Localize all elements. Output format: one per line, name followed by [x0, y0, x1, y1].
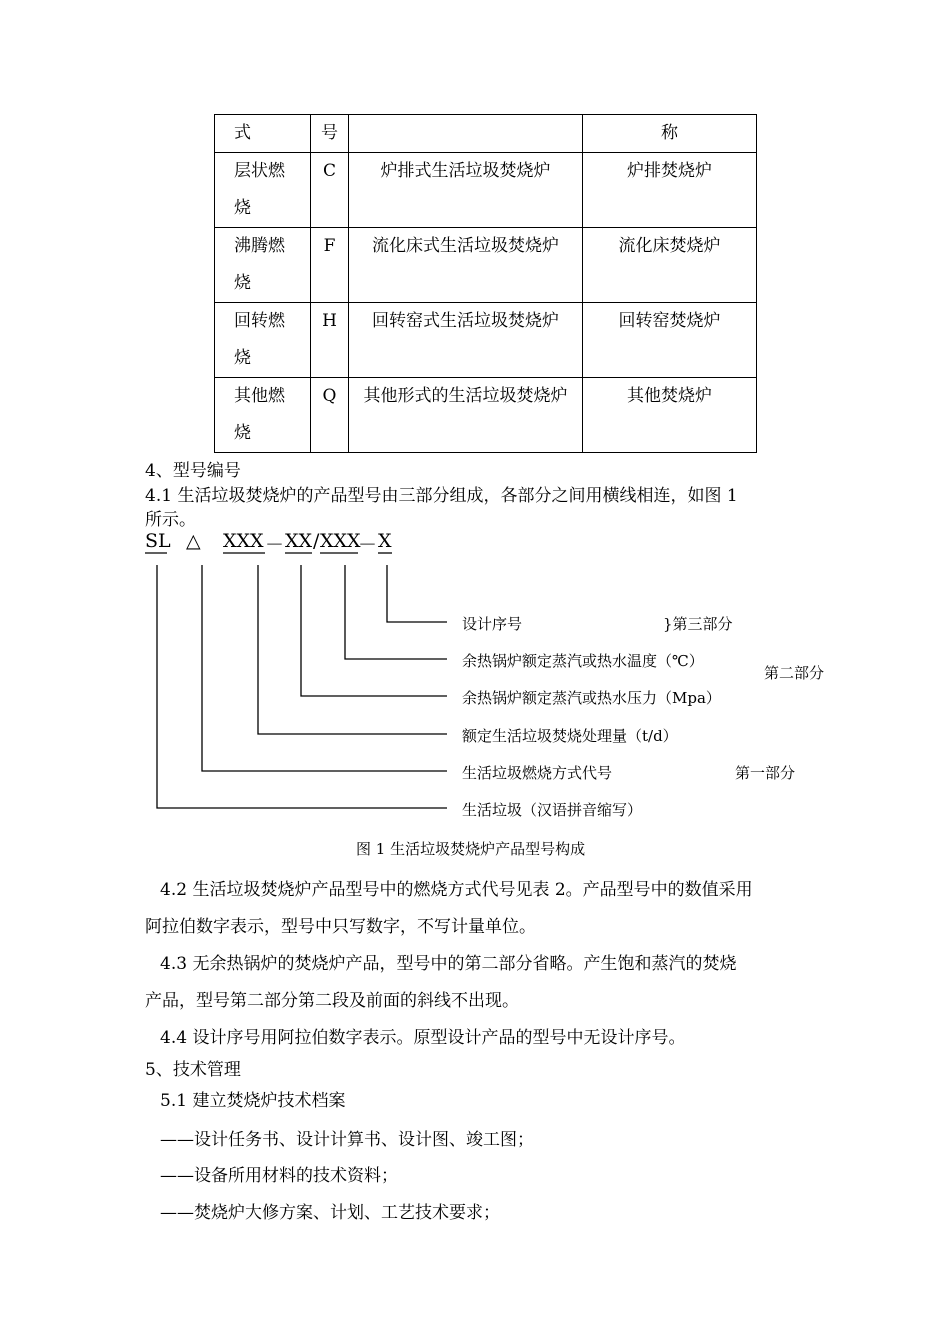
- p44: 4.4 设计序号用阿拉伯数字表示。原型设计产品的型号中无设计序号。: [160, 1028, 686, 1048]
- full-name-text: 流化床式生活垃圾焚烧炉: [372, 236, 559, 256]
- list-item: ——焚烧炉大修方案、计划、工艺技术要求；: [160, 1203, 500, 1223]
- code-xxx-capacity: XXX: [223, 530, 264, 552]
- label-part3: }第三部分: [663, 615, 733, 633]
- list-item: ——设计任务书、设计计算书、设计图、竣工图；: [160, 1130, 534, 1150]
- full-name-text: 回转窑式生活垃圾焚烧炉: [372, 311, 559, 331]
- p43-line1: 4.3 无余热锅炉的焚烧炉产品，型号中的第二部分省略。产生饱和蒸汽的焚烧: [160, 954, 737, 974]
- mode-text: 其他燃烧: [234, 386, 285, 443]
- label-msw: 生活垃圾（汉语拼音缩写）: [462, 801, 643, 819]
- header-text: 称: [661, 123, 678, 143]
- full-name-text: 炉排式生活垃圾焚烧炉: [380, 161, 551, 181]
- code-dash-2: －: [358, 534, 378, 556]
- code-text: C: [322, 161, 336, 181]
- code-x-seq: X: [378, 530, 392, 552]
- code-slash: /: [313, 530, 320, 552]
- code-text: Q: [322, 386, 337, 406]
- mode-text: 层状燃烧: [234, 161, 285, 218]
- code-dash-1: －: [265, 534, 285, 556]
- p42-line1: 4.2 生活垃圾焚烧炉产品型号中的燃烧方式代号见表 2。产品型号中的数值采用: [160, 880, 753, 900]
- label-part2: 第二部分: [764, 664, 825, 682]
- header-text: 号: [321, 123, 338, 143]
- full-name-text: 其他形式的生活垃圾焚烧炉: [363, 386, 568, 406]
- p43-line2: 产品，型号第二部分第二段及前面的斜线不出现。: [145, 991, 519, 1011]
- section4-heading: 4、型号编号: [145, 461, 241, 481]
- section5-heading: 5、技术管理: [145, 1060, 241, 1080]
- short-name-text: 其他焚烧炉: [627, 386, 712, 406]
- code-xxx-temp: XXX: [320, 530, 361, 552]
- code-xx-pressure: XX: [285, 530, 313, 552]
- short-name-text: 流化床焚烧炉: [618, 236, 721, 256]
- short-name-text: 炉排焚烧炉: [627, 161, 712, 181]
- code-text: H: [322, 311, 337, 331]
- mode-text: 回转燃烧: [234, 311, 285, 368]
- label-steam-temp: 余热锅炉额定蒸汽或热水温度（℃）: [462, 652, 704, 670]
- label-capacity: 额定生活垃圾焚烧处理量（t/d）: [462, 727, 678, 745]
- label-combustion-code: 生活垃圾燃烧方式代号: [462, 764, 613, 782]
- label-part1: 第一部分: [735, 764, 796, 782]
- p51: 5.1 建立焚烧炉技术档案: [160, 1091, 346, 1111]
- p41-line2: 所示。: [145, 510, 196, 530]
- figure-caption: 图 1 生活垃圾焚烧炉产品型号构成: [356, 840, 586, 858]
- mode-text: 沸腾燃烧: [234, 236, 285, 293]
- p41-line1: 4.1 生活垃圾焚烧炉的产品型号由三部分组成，各部分之间用横线相连，如图 1: [145, 486, 738, 506]
- header-text: 式: [234, 123, 251, 143]
- label-steam-pressure: 余热锅炉额定蒸汽或热水压力（Mpa）: [462, 689, 721, 707]
- code-text: F: [323, 236, 336, 256]
- short-name-text: 回转窑焚烧炉: [618, 311, 721, 331]
- label-design-seq: 设计序号: [462, 615, 523, 633]
- code-sl: SL: [145, 530, 171, 552]
- code-triangle: △: [186, 530, 201, 552]
- p42-line2: 阿拉伯数字表示，型号中只写数字，不写计量单位。: [145, 917, 536, 937]
- list-item: ——设备所用材料的技术资料；: [160, 1166, 398, 1186]
